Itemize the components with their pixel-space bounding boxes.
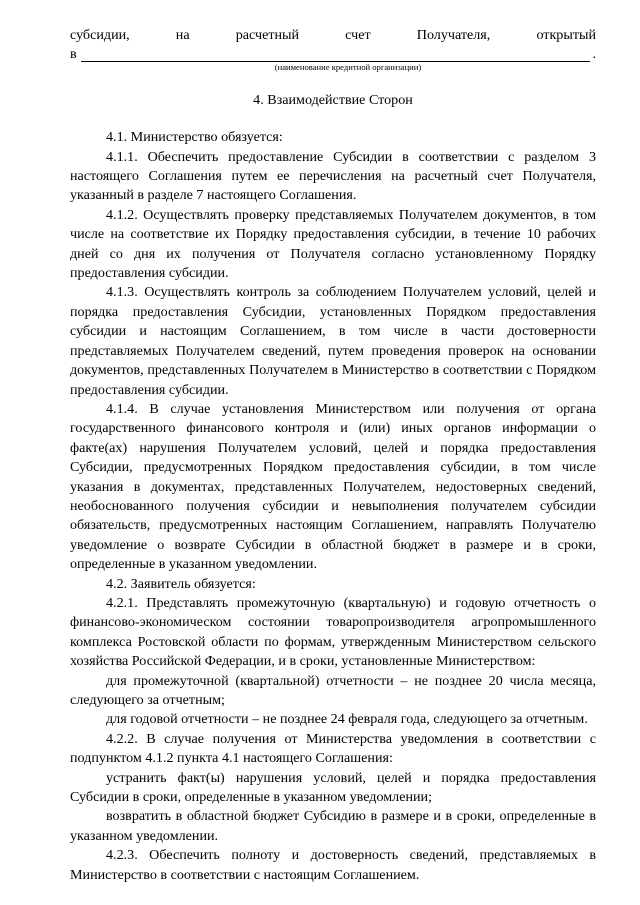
paragraph-4-1-4: 4.1.4. В случае установления Министерством или получения от органа государственного финансового контроля и (или) иных органов информации о факте(ах) нарушения Получателем условий, целей и порядка предоставления Субсидии, предусмотренных Порядком предоставления субсидии, в том числе указания в документах, представленных Получателем, недостоверных сведений, необоснованного получения субсидии и невыполнения получателем субсидии обязательств, предусмотренных настоящим Соглашением, направлять Получателю уведомление о возврате Субсидии в областной бюджет в размере и в сроки, определенные в указанном уведомлении. [70,400,596,573]
document-page [70,26,596,885]
header-word: субсидии, [70,27,130,43]
bank-line-suffix: . [592,46,596,63]
paragraph-4-1-2: 4.1.2. Осуществлять проверку представляемых Получателем документов, в том числе на соответствие их Порядку предоставления субсидии, в течение 10 рабочих дней со дня их получения от Получателя согласно установленному Порядку предоставления субсидии. [70,206,596,282]
paragraph-4-1-1: 4.1.1. Обеспечить предоставление Субсидии в соответствии с разделом 3 настоящего Соглашения путем ее перечисления на расчетный счет Получателя, указанный в разделе 7 настоящего Соглашения. [70,148,596,204]
paragraph-4-2-1-b: для годовой отчетности – не позднее 24 февраля года, следующего за отчетным. [106,711,588,728]
bank-line-prefix: в [70,46,77,63]
bank-name-blank [81,47,591,62]
paragraph-4-2-2-a: устранить факт(ы) нарушения условий, целей и порядка предоставления Субсидии в сроки, определенные в указанном уведомлении; [70,769,596,806]
paragraph-4-1: 4.1. Министерство обязуется: [106,129,283,146]
bank-name-caption: (наименование кредитной организации) [274,61,422,72]
header-word: Получателя, [416,27,491,43]
paragraph-4-2-1: 4.2.1. Представлять промежуточную (квартальную) и годовую отчетность о финансово-экономическом состоянии товаропроизводителя агропромышленного комплекса Ростовской области по формам, утвержденным Министерством сельского хозяйства Российской Федерации, и в сроки, установленные Министерством: [70,594,596,670]
header-word: расчетный [235,27,300,43]
header-word: на [175,27,190,43]
header-first-line [70,26,596,45]
header-word: открытый [536,27,596,43]
header-word: счет [345,27,371,43]
paragraph-4-1-3: 4.1.3. Осуществлять контроль за соблюдением Получателем условий, целей и порядка предоставления Субсидии, установленных Порядком предоставления субсидии и настоящим Соглашением, в том числе в части достоверности представляемых Получателем сведений, путем проведения проверок на основании документов, представленных Получателем в Министерство в соответствии с Порядком предоставления субсидии. [70,284,596,398]
paragraph-4-2-1-a: для промежуточной (квартальной) отчетности – не позднее 20 числа месяца, следующего за отчетным; [70,672,596,708]
paragraph-4-2-2: 4.2.2. В случае получения от Министерства уведомления в соответствии с подпунктом 4.1.2 пункта 4.1 настоящего Соглашения: [70,730,596,767]
section-title: 4. Взаимодействие Сторон [253,91,413,108]
paragraph-4-2-2-b: возвратить в областной бюджет Субсидию в размере и в сроки, определенные в указанном уведомлении. [70,808,596,844]
paragraph-4-2: 4.2. Заявитель обязуется: [106,575,256,592]
paragraph-4-2-3: 4.2.3. Обеспечить полноту и достоверность сведений, представляемых в Министерство в соответствии с настоящим Соглашением. [70,847,596,883]
